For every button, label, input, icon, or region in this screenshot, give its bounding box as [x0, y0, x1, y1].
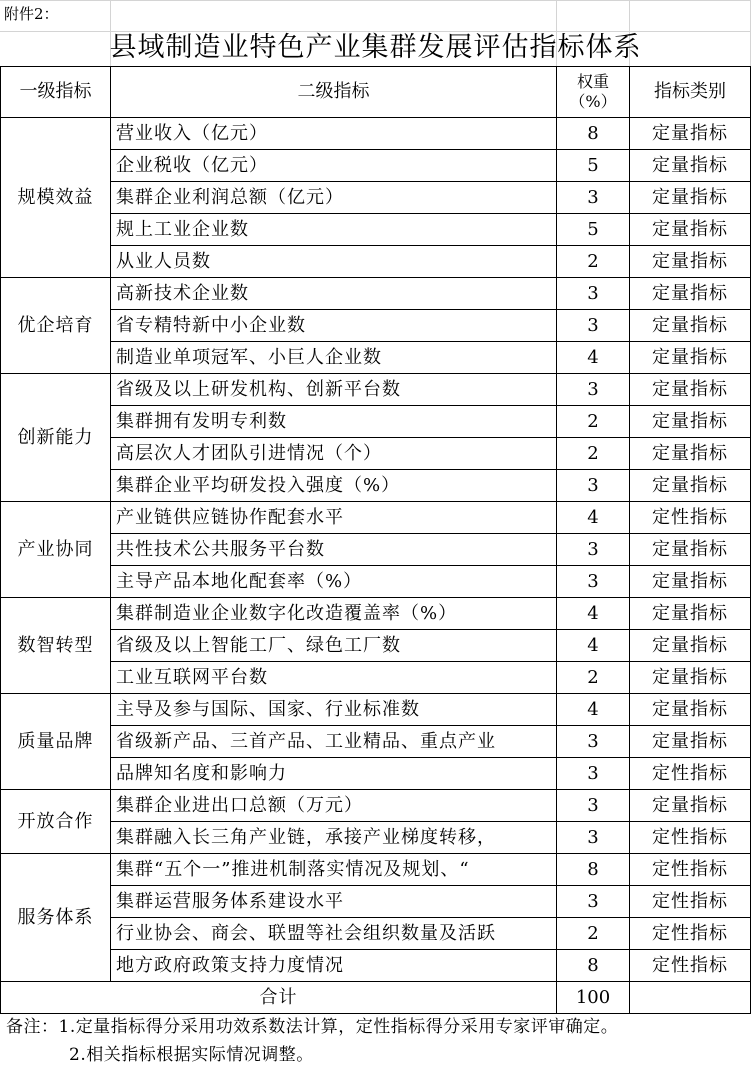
table-row — [1, 630, 751, 662]
level2-indicator: 集群“五个一”推进机制落实情况及规划、“ — [111, 854, 557, 886]
note-line-1: 备注：1.定量指标得分采用功效系数法计算，定性指标得分采用专家评审确定。 — [6, 1017, 619, 1037]
note-line-2: 2.相关指标根据实际情况调整。 — [69, 1045, 314, 1065]
weight-cell: 2 — [557, 662, 630, 694]
table-row — [1, 598, 751, 630]
indicator-type: 定量指标 — [630, 310, 751, 342]
table-row — [1, 470, 751, 502]
table-row — [1, 278, 751, 310]
table-row — [1, 854, 751, 886]
level1-indicator: 数智转型 — [1, 598, 111, 694]
indicator-type: 定量指标 — [630, 278, 751, 310]
level2-indicator: 规上工业企业数 — [111, 214, 557, 246]
level2-indicator: 省级及以上智能工厂、绿色工厂数 — [111, 630, 557, 662]
indicator-type: 定量指标 — [630, 374, 751, 406]
weight-cell: 8 — [557, 854, 630, 886]
header-row — [1, 67, 751, 118]
level2-indicator: 主导及参与国际、国家、行业标准数 — [111, 694, 557, 726]
weight-cell: 3 — [557, 374, 630, 406]
indicator-type: 定量指标 — [630, 438, 751, 470]
level1-indicator: 创新能力 — [1, 374, 111, 502]
level2-indicator: 从业人员数 — [111, 246, 557, 278]
weight-cell: 2 — [557, 438, 630, 470]
table-row — [1, 566, 751, 598]
weight-cell: 2 — [557, 918, 630, 950]
weight-cell: 2 — [557, 246, 630, 278]
weight-cell: 3 — [557, 310, 630, 342]
weight-cell: 3 — [557, 886, 630, 918]
table-row — [1, 150, 751, 182]
table-row — [1, 246, 751, 278]
level1-indicator: 质量品牌 — [1, 694, 111, 790]
level1-indicator: 优企培育 — [1, 278, 111, 374]
weight-cell: 4 — [557, 630, 630, 662]
level2-indicator: 高层次人才团队引进情况（个） — [111, 438, 557, 470]
table-row — [1, 918, 751, 950]
indicator-type: 定量指标 — [630, 182, 751, 214]
weight-cell: 3 — [557, 470, 630, 502]
indicator-type: 定量指标 — [630, 694, 751, 726]
weight-cell: 4 — [557, 342, 630, 374]
indicator-type: 定量指标 — [630, 790, 751, 822]
indicator-type: 定量指标 — [630, 566, 751, 598]
indicator-type: 定量指标 — [630, 598, 751, 630]
table-row — [1, 182, 751, 214]
table-row — [1, 118, 751, 150]
indicator-type: 定量指标 — [630, 150, 751, 182]
level2-indicator: 制造业单项冠军、小巨人企业数 — [111, 342, 557, 374]
table-row — [1, 726, 751, 758]
level2-indicator: 企业税收（亿元） — [111, 150, 557, 182]
weight-cell: 3 — [557, 790, 630, 822]
table-row — [1, 662, 751, 694]
level2-indicator: 品牌知名度和影响力 — [111, 758, 557, 790]
indicator-type: 定性指标 — [630, 886, 751, 918]
weight-cell: 3 — [557, 726, 630, 758]
level2-indicator: 高新技术企业数 — [111, 278, 557, 310]
total-row — [1, 982, 751, 1014]
level2-indicator: 主导产品本地化配套率（%） — [111, 566, 557, 598]
weight-cell: 8 — [557, 118, 630, 150]
table-row — [1, 374, 751, 406]
table-row — [1, 502, 751, 534]
table-row — [1, 758, 751, 790]
indicator-type: 定性指标 — [630, 854, 751, 886]
table-row — [1, 438, 751, 470]
level2-indicator: 省级新产品、三首产品、工业精品、重点产业 — [111, 726, 557, 758]
weight-cell: 3 — [557, 182, 630, 214]
notes — [6, 1013, 618, 1069]
total-type-empty — [630, 982, 751, 1014]
weight-cell: 3 — [557, 566, 630, 598]
attachment-label: 附件2： — [4, 5, 59, 23]
indicator-type: 定量指标 — [630, 726, 751, 758]
weight-cell: 4 — [557, 694, 630, 726]
total-label: 合计 — [1, 982, 557, 1014]
weight-cell: 5 — [557, 150, 630, 182]
weight-cell: 4 — [557, 502, 630, 534]
table-row — [1, 342, 751, 374]
indicator-type: 定量指标 — [630, 246, 751, 278]
level2-indicator: 集群企业平均研发投入强度（%） — [111, 470, 557, 502]
indicator-type: 定量指标 — [630, 214, 751, 246]
weight-cell: 3 — [557, 822, 630, 854]
level2-indicator: 行业协会、商会、联盟等社会组织数量及活跃 — [111, 918, 557, 950]
table-row — [1, 694, 751, 726]
header-weight-line2: （%） — [569, 92, 617, 111]
indicator-type: 定性指标 — [630, 918, 751, 950]
table-row — [1, 214, 751, 246]
indicator-type: 定量指标 — [630, 470, 751, 502]
level1-indicator: 开放合作 — [1, 790, 111, 854]
indicator-type: 定性指标 — [630, 758, 751, 790]
weight-cell: 4 — [557, 598, 630, 630]
level2-indicator: 地方政府政策支持力度情况 — [111, 950, 557, 982]
total-weight: 100 — [557, 982, 630, 1014]
indicator-type: 定性指标 — [630, 950, 751, 982]
table-row — [1, 950, 751, 982]
table-row — [1, 886, 751, 918]
table-row — [1, 406, 751, 438]
header-weight — [557, 67, 630, 118]
indicator-table — [0, 66, 751, 1014]
weight-cell: 3 — [557, 758, 630, 790]
weight-cell: 3 — [557, 534, 630, 566]
indicator-type: 定量指标 — [630, 342, 751, 374]
level2-indicator: 集群运营服务体系建设水平 — [111, 886, 557, 918]
weight-cell: 5 — [557, 214, 630, 246]
level2-indicator: 省级及以上研发机构、创新平台数 — [111, 374, 557, 406]
level1-indicator: 产业协同 — [1, 502, 111, 598]
level2-indicator: 集群融入长三角产业链，承接产业梯度转移， — [111, 822, 557, 854]
level2-indicator: 集群企业利润总额（亿元） — [111, 182, 557, 214]
indicator-type: 定量指标 — [630, 406, 751, 438]
level2-indicator: 省专精特新中小企业数 — [111, 310, 557, 342]
sheet-gridline — [0, 0, 751, 1]
indicator-type: 定量指标 — [630, 118, 751, 150]
header-level2: 二级指标 — [111, 67, 557, 118]
weight-cell: 8 — [557, 950, 630, 982]
table-row — [1, 822, 751, 854]
table-row — [1, 534, 751, 566]
weight-cell: 3 — [557, 278, 630, 310]
indicator-type: 定量指标 — [630, 630, 751, 662]
table-row — [1, 790, 751, 822]
header-type: 指标类别 — [630, 67, 751, 118]
weight-cell: 2 — [557, 406, 630, 438]
level2-indicator: 共性技术公共服务平台数 — [111, 534, 557, 566]
level2-indicator: 集群拥有发明专利数 — [111, 406, 557, 438]
indicator-type: 定性指标 — [630, 502, 751, 534]
header-level1: 一级指标 — [1, 67, 111, 118]
level2-indicator: 集群制造业企业数字化改造覆盖率（%） — [111, 598, 557, 630]
level1-indicator: 规模效益 — [1, 118, 111, 278]
indicator-type: 定量指标 — [630, 662, 751, 694]
level1-indicator: 服务体系 — [1, 854, 111, 982]
table-row — [1, 310, 751, 342]
header-weight-line1: 权重 — [576, 72, 609, 91]
level2-indicator: 工业互联网平台数 — [111, 662, 557, 694]
document-title: 县域制造业特色产业集群发展评估指标体系 — [109, 32, 642, 63]
indicator-type: 定量指标 — [630, 534, 751, 566]
level2-indicator: 集群企业进出口总额（万元） — [111, 790, 557, 822]
level2-indicator: 产业链供应链协作配套水平 — [111, 502, 557, 534]
level2-indicator: 营业收入（亿元） — [111, 118, 557, 150]
indicator-type: 定性指标 — [630, 822, 751, 854]
